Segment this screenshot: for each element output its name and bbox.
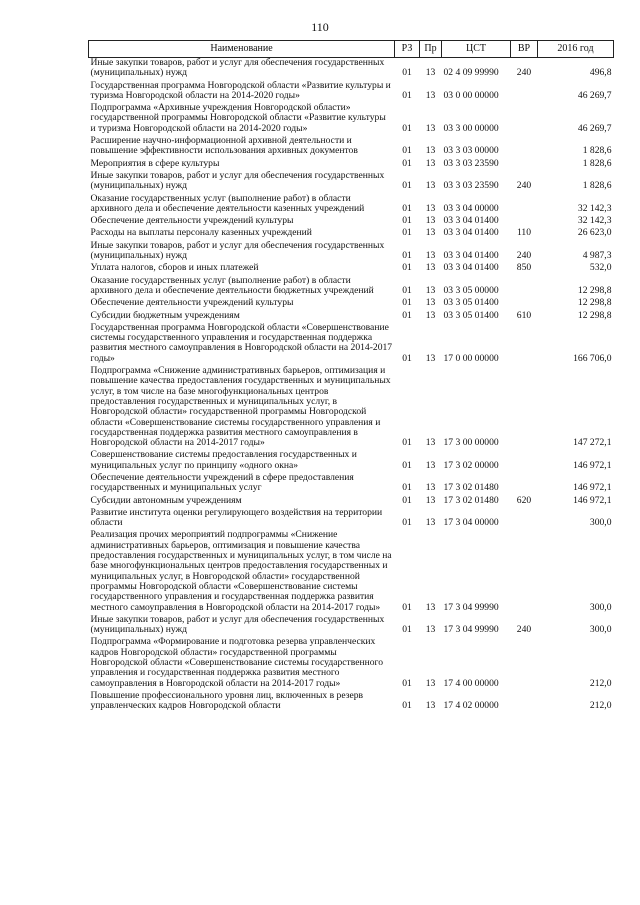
table-row xyxy=(89,508,614,531)
cell-name: Иные закупки товаров, работ и услуг для обеспечения государственных (муниципальных) нужд xyxy=(90,613,385,636)
cell-sum: 46 269,7 xyxy=(577,122,612,134)
cell-cst: 17 4 00 00000 xyxy=(443,677,499,689)
table-body xyxy=(89,58,614,714)
page-number: 110 xyxy=(311,20,329,34)
cell-rz: 01 xyxy=(402,624,412,636)
table-row xyxy=(89,263,614,275)
table-row xyxy=(89,103,614,136)
cell-pr: 13 xyxy=(425,482,436,494)
cell-rz: 01 xyxy=(402,482,412,494)
cell-sum: 46 269,7 xyxy=(577,89,612,101)
table-row xyxy=(89,615,614,638)
cell-cst: 17 3 02 00000 xyxy=(443,459,499,471)
cell-rz: 01 xyxy=(402,494,412,506)
cell-name: Иные закупки товаров, работ и услуг для обеспечения государственных (муниципальных) нужд xyxy=(90,169,385,192)
cell-cst: 17 0 00 00000 xyxy=(443,352,499,364)
cell-cst: 17 3 04 00000 xyxy=(443,517,499,529)
cell-cst: 03 3 05 01400 xyxy=(443,297,499,309)
cell-sum: 1 828,6 xyxy=(582,180,612,192)
header-vr: ВР xyxy=(511,41,538,58)
cell-sum: 496,8 xyxy=(589,67,612,79)
cell-cst: 03 3 03 23590 xyxy=(443,157,499,169)
cell-vr xyxy=(511,450,538,473)
cell-name: Уплата налогов, сборов и иных платежей xyxy=(90,262,259,274)
cell-cst: 17 3 02 01480 xyxy=(443,494,499,506)
cell-vr: 240 xyxy=(516,250,532,262)
cell-pr: 13 xyxy=(425,262,436,274)
cell-name: Субсидии бюджетным учреждениям xyxy=(90,309,240,321)
cell-name: Иные закупки товаров, работ и услуг для обеспечения государственных (муниципальных) нужд xyxy=(90,239,385,262)
cell-name: Подпрограмма «Формирование и подготовка резерва управленческих кадров Новгородской области» государственной программы Новгородской области «Совершенствование системы государственного управления и государственная поддержка развития местного самоуправления в Новгородской области на 2014-2017 годы» xyxy=(90,636,384,689)
cell-cst: 03 3 04 01400 xyxy=(443,227,499,239)
cell-pr: 13 xyxy=(425,352,436,364)
table-row xyxy=(89,530,614,614)
cell-sum: 32 142,3 xyxy=(577,202,612,214)
cell-cst: 03 3 03 00000 xyxy=(443,145,499,157)
cell-cst: 17 4 02 00000 xyxy=(443,700,499,712)
cell-cst: 03 3 04 01400 xyxy=(443,262,499,274)
cell-rz: 01 xyxy=(402,309,412,321)
cell-name: Подпрограмма «Снижение административных барьеров, оптимизация и повышение качества предоставления государственных и муниципальных услуг, в том числе на базе многофункциональных центров предоставления государственных и муниципальных услуг, в Новгородской области» государственной программы Новгородской области «Совершенствование системы государственного управления и государственная поддержка развития местного самоуправления в Новгородской области на 2014-2017 годы» xyxy=(90,365,391,449)
cell-vr: 850 xyxy=(516,262,532,274)
cell-cst: 03 3 04 01400 xyxy=(443,215,499,227)
cell-vr xyxy=(511,508,538,531)
cell-vr: 240 xyxy=(516,67,532,79)
table-row xyxy=(89,323,614,366)
cell-name: Субсидии автономным учреждениям xyxy=(90,494,242,506)
cell-sum: 212,0 xyxy=(589,677,612,689)
cell-sum: 4 987,3 xyxy=(582,250,612,262)
cell-pr: 13 xyxy=(425,494,436,506)
cell-rz: 01 xyxy=(402,437,412,449)
cell-pr: 13 xyxy=(425,677,436,689)
cell-pr: 13 xyxy=(425,180,436,192)
cell-pr: 13 xyxy=(425,437,436,449)
cell-vr xyxy=(511,136,538,159)
cell-sum: 147 272,1 xyxy=(573,437,612,449)
cell-pr: 13 xyxy=(425,250,436,262)
table-row xyxy=(89,473,614,496)
cell-pr: 13 xyxy=(425,297,436,309)
cell-vr xyxy=(511,159,538,171)
cell-rz: 01 xyxy=(402,284,412,296)
budget-table xyxy=(88,40,614,714)
cell-cst: 03 3 00 00000 xyxy=(443,122,499,134)
cell-cst: 17 3 04 99990 xyxy=(443,624,499,636)
cell-vr xyxy=(511,194,538,217)
cell-rz: 01 xyxy=(402,459,412,471)
cell-cst: 03 3 04 00000 xyxy=(443,202,499,214)
cell-cst: 03 0 00 00000 xyxy=(443,89,499,101)
cell-vr xyxy=(511,103,538,136)
cell-rz: 01 xyxy=(402,517,412,529)
cell-pr: 13 xyxy=(425,215,436,227)
cell-rz: 01 xyxy=(402,202,412,214)
cell-rz: 01 xyxy=(402,601,412,613)
cell-rz: 01 xyxy=(402,145,412,157)
cell-vr xyxy=(511,298,538,310)
cell-rz: 01 xyxy=(402,262,412,274)
table-row xyxy=(89,241,614,264)
cell-rz: 01 xyxy=(402,227,412,239)
cell-vr: 610 xyxy=(516,309,532,321)
cell-name: Расходы на выплаты персоналу казенных учреждений xyxy=(90,227,312,239)
cell-pr: 13 xyxy=(425,700,436,712)
table-row xyxy=(89,311,614,323)
cell-cst: 17 3 00 00000 xyxy=(443,437,499,449)
cell-pr: 13 xyxy=(425,227,436,239)
cell-cst: 17 3 02 01480 xyxy=(443,482,499,494)
cell-rz: 01 xyxy=(402,700,412,712)
cell-rz: 01 xyxy=(402,677,412,689)
cell-vr xyxy=(511,691,538,714)
cell-rz: 01 xyxy=(402,297,412,309)
cell-pr: 13 xyxy=(425,624,436,636)
cell-sum: 146 972,1 xyxy=(573,459,612,471)
cell-name: Реализация прочих мероприятий подпрограммы «Снижение административных барьеров, оптимизация и повышение качества предоставления государственных и муниципальных услуг, в том числе на базе многофункциональных центров предоставления государственных и муниципальных услуг, в Новгородской области» государственной программы Новгородской области «Совершенствование системы государственного управления и государственная поддержка развития местного самоуправления в Новгородской области на 2014-2017 годы» xyxy=(90,529,392,613)
cell-cst: 03 3 04 01400 xyxy=(443,250,499,262)
cell-rz: 01 xyxy=(402,352,412,364)
cell-name: Подпрограмма «Архивные учреждения Новгородской области» государственной программы Новгородской области «Развитие культуры и туризма Новгородской области на 2014-2020 годы» xyxy=(90,102,386,134)
cell-cst: 17 3 04 99990 xyxy=(443,601,499,613)
cell-cst: 03 3 05 01400 xyxy=(443,309,499,321)
cell-vr: 240 xyxy=(516,624,532,636)
cell-cst: 03 3 05 00000 xyxy=(443,284,499,296)
cell-rz: 01 xyxy=(402,89,412,101)
cell-pr: 13 xyxy=(425,309,436,321)
header-year: 2016 год xyxy=(538,41,614,58)
cell-pr: 13 xyxy=(425,517,436,529)
cell-vr xyxy=(511,276,538,299)
cell-sum: 532,0 xyxy=(589,262,612,274)
cell-name: Развитие института оценки регулирующего воздействия на территории области xyxy=(90,506,383,529)
header-pr: Пр xyxy=(420,41,442,58)
table-row xyxy=(89,194,614,217)
cell-sum: 300,0 xyxy=(589,601,612,613)
cell-name: Мероприятия в сфере культуры xyxy=(90,157,220,169)
cell-vr: 110 xyxy=(516,227,532,239)
cell-name: Государственная программа Новгородской области «Совершенствование системы государственного управления и государственная поддержка развития местного самоуправления в Новгородской области на 2014-2017 годы» xyxy=(90,321,393,364)
cell-vr xyxy=(511,323,538,366)
cell-rz: 01 xyxy=(402,250,412,262)
cell-sum: 1 828,6 xyxy=(582,145,612,157)
cell-sum: 300,0 xyxy=(589,517,612,529)
header-cst: ЦСТ xyxy=(442,41,511,58)
cell-pr: 13 xyxy=(425,459,436,471)
cell-vr xyxy=(511,637,538,690)
table-row xyxy=(89,228,614,240)
cell-name: Иные закупки товаров, работ и услуг для обеспечения государственных (муниципальных) нужд xyxy=(90,57,385,79)
cell-name: Государственная программа Новгородской области «Развитие культуры и туризма Новгородской области на 2014-2020 годы» xyxy=(90,79,391,101)
cell-sum: 12 298,8 xyxy=(577,309,612,321)
cell-rz: 01 xyxy=(402,215,412,227)
cell-pr: 13 xyxy=(425,202,436,214)
cell-pr: 13 xyxy=(425,89,436,101)
table-row xyxy=(89,450,614,473)
cell-name: Повышение профессионального уровня лиц, включенных в резерв управленческих кадров Новгородской области xyxy=(90,689,364,712)
cell-cst: 02 4 09 99990 xyxy=(443,67,499,79)
cell-cst: 03 3 03 23590 xyxy=(443,180,499,192)
cell-sum: 26 623,0 xyxy=(577,227,612,239)
cell-name: Расширение научно-информационной архивной деятельности и повышение эффективности использования архивных документов xyxy=(90,135,358,157)
cell-rz: 01 xyxy=(402,157,412,169)
cell-pr: 13 xyxy=(425,601,436,613)
table-row xyxy=(89,171,614,194)
table-row xyxy=(89,276,614,299)
cell-vr: 240 xyxy=(516,180,532,192)
cell-vr xyxy=(511,366,538,450)
cell-rz: 01 xyxy=(402,67,412,79)
cell-sum: 146 972,1 xyxy=(573,494,612,506)
table-row xyxy=(89,298,614,310)
cell-vr xyxy=(511,530,538,614)
cell-rz: 01 xyxy=(402,122,412,134)
cell-sum: 12 298,8 xyxy=(577,284,612,296)
cell-sum: 1 828,6 xyxy=(582,157,612,169)
cell-sum: 212,0 xyxy=(589,700,612,712)
table-row xyxy=(89,81,614,104)
cell-name: Оказание государственных услуг (выполнение работ) в области архивного дела и обеспечение деятельности казенных учреждений xyxy=(90,192,365,214)
cell-sum: 166 706,0 xyxy=(573,352,612,364)
cell-pr: 13 xyxy=(425,157,436,169)
cell-sum: 32 142,3 xyxy=(577,215,612,227)
cell-rz: 01 xyxy=(402,180,412,192)
cell-vr xyxy=(511,81,538,104)
header-rz: РЗ xyxy=(395,41,420,58)
table-row xyxy=(89,366,614,450)
cell-pr: 13 xyxy=(425,145,436,157)
cell-vr xyxy=(511,473,538,496)
cell-pr: 13 xyxy=(425,284,436,296)
table-header xyxy=(89,41,614,58)
header-name: Наименование xyxy=(89,41,395,58)
cell-name: Обеспечение деятельности учреждений в сфере предоставления государственных и муниципальных услуг xyxy=(90,471,354,494)
cell-sum: 12 298,8 xyxy=(577,297,612,309)
cell-name: Обеспечение деятельности учреждений культуры xyxy=(90,297,294,309)
table-row xyxy=(89,58,614,81)
cell-name: Совершенствование системы предоставления государственных и муниципальных услуг по принципу «одного окна» xyxy=(90,449,357,471)
table-row xyxy=(89,691,614,714)
cell-pr: 13 xyxy=(425,67,436,79)
cell-pr: 13 xyxy=(425,122,436,134)
cell-name: Оказание государственных услуг (выполнение работ) в области архивного дела и обеспечение деятельности бюджетных учреждений xyxy=(90,274,374,296)
cell-sum: 146 972,1 xyxy=(573,482,612,494)
cell-sum: 300,0 xyxy=(589,624,612,636)
cell-name: Обеспечение деятельности учреждений культуры xyxy=(90,215,294,227)
table-row xyxy=(89,136,614,159)
table-row xyxy=(89,637,614,690)
cell-vr: 620 xyxy=(516,494,532,506)
